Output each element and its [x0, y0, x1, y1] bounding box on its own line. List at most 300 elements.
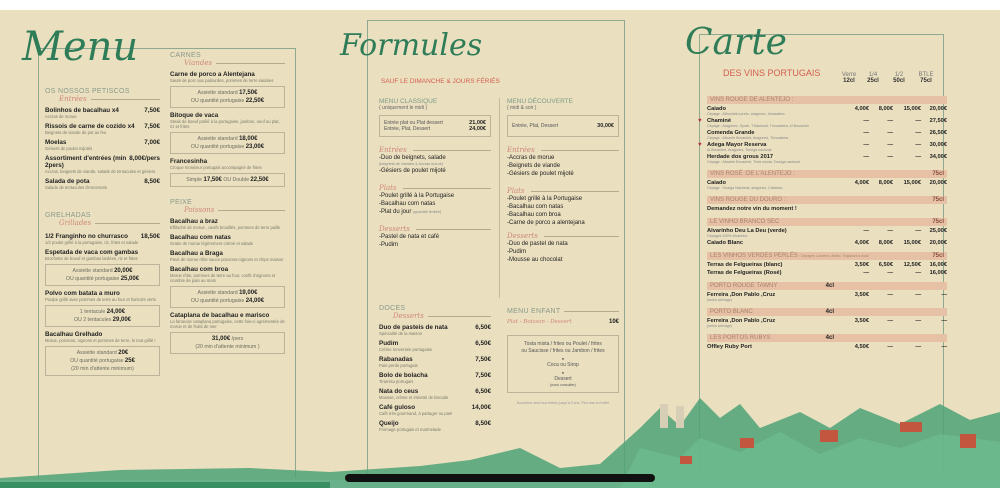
wine-name: ♥ Adega Mayor Reserva [698, 142, 767, 148]
wine-section-header [707, 218, 947, 226]
column-size: 25cl [867, 78, 879, 84]
wine-price: 4,00€ [854, 106, 869, 112]
peixe-title: PEIXE [170, 199, 193, 206]
column-headers [837, 72, 949, 84]
price-label: Assiette standard [197, 136, 240, 142]
item-name: Café guloso [379, 404, 416, 411]
wine-row [707, 228, 947, 234]
wine-section-volume: 75cl [932, 253, 944, 259]
wine-price: 8,00€ [878, 240, 893, 246]
menu-item [170, 234, 285, 241]
wine-price: 3,50€ [854, 292, 869, 298]
wine-price: 30,00€ [929, 142, 947, 148]
item-description: 1/2 poulet grillé à la portugaise, riz, frites et salade [45, 240, 139, 245]
price-value: 22,50€ [245, 98, 265, 104]
wine-name: Ferreira ,Don Pablo ,Cruz [707, 292, 776, 298]
decouverte-price-box: Entrée, Plat, Dessert 30,00€ [507, 115, 619, 137]
item-description: Steak de boeuf poêlé à la portugaise, jambon, oeuf au plat, riz et frites [170, 119, 280, 129]
carte-title: Carte [685, 22, 787, 63]
decouverte-entrees [507, 154, 619, 178]
wine-row [707, 344, 947, 350]
wine-price: 16,00€ [929, 262, 947, 268]
item-description: Sauté de porc aux palourdes, pommes de terre sautées [170, 78, 274, 83]
lisbon-skyline-illustration [0, 368, 1000, 488]
item-name: Bitoque de vaca [170, 112, 219, 119]
column-header [913, 72, 939, 84]
item-name: Queijo [379, 420, 399, 427]
item-name: Assortiment d'entrées (min 2pers) [45, 155, 127, 169]
item-description: Tiramisu portugais [379, 379, 414, 384]
wine-section-title: VINS ROUGE DE ALENTEJO : [710, 97, 794, 103]
wine-grape: (selon arrivage) [707, 298, 732, 302]
wine-section-header [707, 334, 947, 342]
wine-grape: Cépage : Touriga Nacional, aragonez, Castelao [707, 186, 783, 190]
menu-item [170, 266, 285, 273]
item-name: Espetada de vaca com gambas [45, 249, 139, 256]
price-label: OU quantité portugaise [65, 276, 121, 282]
menu-item [379, 340, 491, 347]
wine-price: — [863, 228, 869, 234]
wine-row [707, 180, 947, 186]
wine-price: 34,00€ [929, 154, 947, 160]
decouverte-dessert: -Mousse au chocolat [507, 257, 563, 263]
price-value: 23,00€ [245, 144, 265, 150]
item-price: 18,50€ [140, 233, 160, 240]
menu-title: Menu [22, 24, 139, 70]
enfant-subtitle: Plat - Boisson - Dessert [507, 319, 572, 325]
wine-price: — [863, 154, 869, 160]
enfant-price: 10€ [608, 319, 619, 325]
wine-section-title: PORTO ROUGE TAWNY [710, 283, 778, 289]
wine-section-title: VINS ROSÉ :DE L'ALENTEJO : [710, 171, 795, 177]
horizontal-scrollbar[interactable] [345, 474, 655, 482]
top-bar [0, 0, 1000, 10]
wine-row [707, 240, 947, 246]
menu-item [379, 356, 491, 363]
menu-item [45, 155, 160, 169]
petiscos-title: OS NOSSOS PETISCOS [45, 88, 130, 95]
classique-plats-note: (quantité limitée) [413, 210, 442, 214]
wine-price: 15,00€ [903, 180, 921, 186]
menu-item [45, 139, 160, 146]
item-name: Moelas [45, 139, 67, 146]
wine-price: — [863, 270, 869, 276]
classique-entree: -Gésiers de poulet mijoté [379, 168, 446, 174]
wine-section-volume: 75cl [932, 219, 944, 225]
wine-price: — [915, 130, 921, 136]
column-label: BTLE [918, 72, 934, 78]
menu-item [170, 250, 285, 257]
left-column [45, 88, 160, 376]
item-description: Pavé de morue rôtie sauce poivrons-oignons et chips maison [170, 257, 284, 262]
wine-price: — [915, 142, 921, 148]
item-description: La fameuse cataplana portugaise, cette fois-ci agrémentée de morue et de fruits de mer [170, 319, 285, 329]
wine-price: 4,00€ [854, 180, 869, 186]
wine-name: Terras de Felgueiras (Rosé) [707, 270, 782, 276]
price-value: 29,00€ [112, 317, 131, 323]
item-price: 8,00€/pers [129, 155, 160, 162]
wine-price: — [887, 318, 893, 324]
item-price: 7,50€ [475, 356, 491, 363]
decouverte-title: MENU DÉCOUVERTE [507, 98, 573, 105]
decouverte-entree: -Accras de morue [507, 155, 555, 161]
wine-section-header [707, 170, 947, 178]
wine-price: 26,50€ [929, 130, 947, 136]
price-box [170, 173, 285, 187]
wine-price: 8,00€ [878, 180, 893, 186]
wine-price: — [887, 228, 893, 234]
classique-entrees-label: Entrées [379, 146, 491, 154]
column-divider [499, 98, 500, 298]
column-size: 75cl [920, 78, 932, 84]
classique-dessert: -Pudim [379, 242, 399, 248]
item-description: Accras, beignets de viande, salade de tentacules et gésiers [45, 169, 156, 174]
wine-section-header [707, 196, 947, 204]
menu-item [45, 178, 160, 185]
price-value: 24,00€ [106, 309, 126, 315]
item-name: Polvo com batata a muro [45, 290, 120, 297]
wine-grape: Cépage : Alfrocheiro preto, aragonez, trincadeira [707, 112, 785, 116]
price-label: 1 tentacule [79, 309, 107, 315]
wine-name: Caiado [707, 180, 726, 186]
menu-item [45, 123, 160, 130]
item-price: 7,50€ [144, 123, 160, 130]
price-label: Assiette standard [72, 268, 115, 274]
price-box [170, 332, 285, 354]
wine-section-header [707, 308, 947, 316]
wine-name: Offley Ruby Port [707, 344, 752, 350]
item-price: 6,50€ [475, 324, 491, 331]
menu-item [45, 290, 160, 297]
enfant-box: Tosta mista / frites ou Poulet / frites ou Saucisse / frites ou Jambon / frites ● Coca ou Sirop ● Dessert (nous consulter) [507, 335, 619, 393]
wine-price: — [887, 142, 893, 148]
price-value: 18,00€ [239, 136, 258, 142]
price-box [45, 264, 160, 286]
wine-row [707, 130, 947, 136]
wine-name: Herdade dos grous 2017 [707, 154, 774, 160]
wine-row [698, 118, 947, 124]
wine-price: — [915, 118, 921, 124]
price-value: 25,00€ [120, 276, 140, 282]
wine-name: Terras de Felgueiras (blanc) [707, 262, 783, 268]
wine-price: 15,00€ [903, 106, 921, 112]
price-value: 20€ [118, 350, 129, 356]
wine-row [707, 106, 947, 112]
classique-entree: -Duo de beignets, salade [379, 155, 446, 161]
item-name: Duo de pasteis de nata [379, 324, 448, 331]
menu-decouverte [507, 98, 619, 264]
heart-icon: ♥ [698, 118, 702, 124]
wine-price: 3,50€ [854, 262, 869, 268]
item-price: 7,00€ [144, 139, 160, 146]
wine-section-title: LES VINHOS VERDES PERLÉS : Cépages Loureiro, Arinto, Trajadura e Azal [710, 253, 869, 259]
menu-item [170, 158, 285, 165]
column-label: 1/4 [868, 72, 878, 78]
item-description: Pain perdu portugais [379, 363, 418, 368]
menu-item [45, 249, 160, 256]
wine-price: — [941, 318, 947, 324]
wine-list [698, 90, 947, 350]
price-label: OU quantité portugaise [190, 298, 246, 304]
wine-grape: Cépage : Alicante Bouschet, Aragonez, Trincadeira [707, 136, 789, 140]
wine-price: 3,50€ [854, 318, 869, 324]
item-name: Pudim [379, 340, 399, 347]
wine-row [707, 270, 947, 276]
item-price: 6,50€ [475, 388, 491, 395]
wine-row [707, 206, 947, 212]
petiscos-subtitle: Entrées [59, 95, 160, 103]
wine-price: — [915, 154, 921, 160]
wine-price: 15,00€ [903, 240, 921, 246]
item-description: Effiloché de morue , oeufs brouillés, pommes de terre paille [170, 225, 281, 230]
item-name: Rabanadas [379, 356, 413, 363]
item-description: Crème renversée portugaise [379, 347, 433, 352]
formules-title: Formules [340, 28, 483, 63]
enfant-title: MENU ENFANT [507, 308, 619, 315]
column-size: 12cl [843, 78, 855, 84]
wine-grape: (selon arrivage) [707, 324, 732, 328]
wine-price: — [915, 228, 921, 234]
item-description: Spécialité de la maison [379, 331, 423, 336]
price-label: OU quantité portugaise [190, 98, 246, 104]
price-box [170, 286, 285, 308]
wine-section-title: PORTO BLANC [710, 309, 753, 315]
wine-section-volume: 75cl [932, 171, 944, 177]
item-description: Fromage portugais et marmelade [379, 427, 441, 432]
column-header [837, 72, 861, 84]
column-size: 50cl [893, 78, 905, 84]
classique-price-box: Entrée plat ou Plat dessert 21,00€ Entrée, Plat, Dessert 24,00€ [379, 115, 491, 137]
carnes-list [170, 71, 285, 187]
wine-section-volume: 4cl [825, 335, 834, 341]
item-name: Bacalhau a braz [170, 218, 218, 225]
wine-name: Ferreira ,Don Pablo ,Cruz [707, 318, 776, 324]
item-description: Salade de tentacules d'encornets [45, 185, 107, 190]
grelhadas-list [45, 233, 160, 376]
wine-price: — [887, 118, 893, 124]
menu-item [45, 331, 160, 338]
decouverte-plat: -Poulet grillé à la Portugaise [507, 196, 583, 202]
heart-icon: ♥ [698, 142, 702, 148]
classique-plat: -Plat du jour [379, 209, 412, 215]
price-label: Assiette standard [197, 290, 240, 296]
menu-item [170, 71, 285, 78]
menu-item [170, 312, 285, 319]
item-name: Bacalhau com natas [170, 234, 231, 241]
item-price: 8,50€ [475, 420, 491, 427]
wine-price: — [915, 344, 921, 350]
price-label: OU Double [221, 177, 251, 183]
wine-section-header [707, 282, 947, 290]
wine-price: 12,50€ [903, 262, 921, 268]
item-name: Nata do ceus [379, 388, 419, 395]
item-name: Francesinha [170, 158, 208, 165]
item-name: Bolinhos de bacalhau x4 [45, 107, 119, 114]
decouverte-desserts [507, 240, 619, 264]
price-label: Simple [186, 177, 204, 183]
wine-price: 20,00€ [929, 180, 947, 186]
wine-row [698, 142, 947, 148]
item-name: 1/2 Franginho no churrasco [45, 233, 128, 240]
price-value: 22,50€ [250, 177, 269, 183]
formules-notice: SAUF LE DIMANCHE & JOURS FÉRIÉS [381, 78, 500, 85]
wine-price: 8,00€ [878, 106, 893, 112]
wine-section-volume: 4cl [825, 309, 834, 315]
carnes-title: CARNES [170, 52, 201, 59]
item-price: 7,50€ [144, 107, 160, 114]
price-box [170, 86, 285, 108]
item-name: Bacalhau com broa [170, 266, 229, 273]
wine-section-volume: 75cl [932, 197, 944, 203]
item-name: Bacalhau a Braga [170, 250, 223, 257]
wine-section-header [707, 96, 947, 104]
menu-item [45, 233, 160, 240]
menu-item [45, 107, 160, 114]
menu-item [170, 218, 285, 225]
carte-subtitle: DES VINS PORTUGAIS [723, 68, 821, 78]
wine-grape: Cépages 100% Alvarinho [707, 234, 748, 238]
item-description: Gratin de morue légèrement crémé et salade [170, 241, 254, 246]
price-box [170, 132, 285, 154]
wine-price: — [863, 130, 869, 136]
decouverte-entrees-label: Entrées [507, 146, 619, 154]
price-label: OU 2 tentacules [74, 317, 113, 323]
wine-price: 27,50€ [929, 118, 947, 124]
classique-plat: -Poulet grillé à la Portugaise [379, 193, 455, 199]
wine-grape: Cépage : Alicante Bouschet, Tinta miuda, Touriga nacional [707, 160, 800, 164]
decouverte-entree: -Beignets de viande [507, 163, 561, 169]
wine-name: Demandez notre vin du moment ! [707, 206, 797, 212]
price-value: 25€ [124, 358, 135, 364]
wine-name: Caiado Blanc [707, 240, 744, 246]
wine-price: 4,50€ [854, 344, 869, 350]
menu-classique [379, 98, 491, 249]
wine-price: — [915, 318, 921, 324]
wine-section-header [707, 252, 947, 260]
decouverte-plat: -Bacalhau com broa [507, 212, 561, 218]
grelhadas-title: GRELHADAS [45, 212, 91, 219]
item-description: Poulpe grillé avec pommes de terre au four et haricots verts [45, 297, 156, 302]
peixe-list [170, 218, 285, 354]
menu-item [170, 112, 285, 119]
item-description: Morue, poivrons, oignons et pommes de terre, le tout grillé ! [45, 338, 156, 343]
enfant-footnote: Nourriture servi aux bébés jusqu'à 3 ans. Plus bas en buffet [516, 401, 610, 405]
item-name: Rissois de carne de cozido x4 [45, 123, 135, 130]
price-label: OU quantité portugaise [190, 144, 246, 150]
wine-name: ♥ Chaminé [698, 118, 732, 124]
wine-price: 20,00€ [929, 240, 947, 246]
item-description: Gésiers de poulet mijotés [45, 146, 93, 151]
petiscos-list [45, 107, 160, 190]
wine-price: — [941, 292, 947, 298]
classique-plat: -Bacalhau com natas [379, 201, 436, 207]
wine-price: 4,00€ [854, 240, 869, 246]
grelhadas-subtitle: Grillades [59, 219, 160, 227]
doces-subtitle: Desserts [393, 312, 491, 320]
wine-grape: Al Bouschet, Aragonez, Touriga nacional [707, 148, 772, 152]
price-value: 20,00€ [114, 268, 133, 274]
item-description: Café très gourmand, à partager ou pas! [379, 411, 453, 416]
decouverte-plat: -Bacalhau com natas [507, 204, 564, 210]
carnes-subtitle: Viandes [184, 59, 285, 67]
item-name: Bacalhau Grelhado [45, 331, 103, 338]
item-price: 8,50€ [144, 178, 160, 185]
wine-price: 6,50€ [878, 262, 893, 268]
classique-entrees-note: (beignets de viandes & Accras morue) [379, 162, 444, 166]
column-header [861, 72, 885, 84]
classique-note: ( uniquement le midi ) [379, 105, 428, 111]
wine-price: — [915, 270, 921, 276]
wine-section-title: VINS ROUGE DU DOURO : [710, 197, 786, 203]
decouverte-dessert: -Pudim [507, 249, 527, 255]
item-name: Cataplana de bacalhau e marisco [170, 312, 270, 319]
decouverte-note: ( midi & soir ) [507, 105, 537, 111]
price-box [45, 305, 160, 327]
wine-name: Alvarinho Deu La Deu (verde) [707, 228, 787, 234]
price-note: (20 min d'attente minimum ) [195, 344, 260, 350]
item-name: Carne de porco a Alentejana [170, 71, 255, 78]
wine-row [707, 292, 947, 298]
classique-desserts-label: Desserts [379, 225, 491, 233]
wine-price: 16,00€ [929, 270, 947, 276]
item-description: Beignets de viande de pot au feu [45, 130, 107, 135]
column-header [885, 72, 913, 84]
decouverte-plats-label: Plats [507, 187, 619, 195]
wine-price: — [941, 344, 947, 350]
wine-price: 25,00€ [929, 228, 947, 234]
wine-price: 20,00€ [929, 106, 947, 112]
wine-section-title: LE VINHO BRANCO SEC [710, 219, 780, 225]
price-value: 17,50€ [203, 177, 222, 183]
decouverte-desserts-label: Desserts [507, 232, 619, 240]
item-price: 7,50€ [475, 372, 491, 379]
wine-name: Comenda Grande [707, 130, 755, 136]
wine-section-volume: 4cl [825, 283, 834, 289]
column-label: Verre [841, 72, 857, 78]
peixe-subtitle: Poissons [184, 206, 285, 214]
price-label: Assiette standard [76, 350, 119, 356]
item-description: Morue rôtie, pommes de terre au four, confit d'oignons et crumble de pain au maïs [170, 273, 276, 283]
wine-name: Caiado [707, 106, 726, 112]
price-value: 31,00€ [211, 336, 231, 342]
menu-item [379, 324, 491, 331]
wine-row [707, 262, 947, 268]
item-description: Mousse, crème et émietté de biscuits [379, 395, 449, 400]
wine-price: — [863, 118, 869, 124]
wine-section-title: LES PORTOS RUBYS [710, 335, 771, 341]
price-value: 17,50€ [239, 90, 258, 96]
wine-price: — [863, 142, 869, 148]
price-label: OU quantité portugaise [70, 358, 125, 364]
wine-price: — [887, 130, 893, 136]
doces-title: DOCES [379, 305, 406, 312]
price-value: 24,00€ [245, 298, 265, 304]
column-label: 1/2 [894, 72, 904, 78]
wine-grape: Cépage : Aragonez, Syrah, T.Nacional, Trincadeira, Al Bouschet [707, 124, 809, 128]
wine-row [707, 318, 947, 324]
item-name: Bolo de bolacha [379, 372, 428, 379]
wine-price: — [887, 292, 893, 298]
wine-price: — [887, 270, 893, 276]
price-label: Assiette standard [197, 90, 240, 96]
decouverte-entree: -Gésiers de poulet mijoté [507, 171, 574, 177]
decouverte-plats [507, 195, 619, 227]
classique-dessert: -Pastel de nata et café [379, 234, 440, 240]
classique-title: MENU CLASSIQUE [379, 98, 438, 105]
item-description: Croque monsieur portugais accompagné de frites [170, 165, 262, 170]
wine-row [707, 154, 947, 160]
decouverte-plat: -Carne de porco a alentejana [507, 220, 585, 226]
